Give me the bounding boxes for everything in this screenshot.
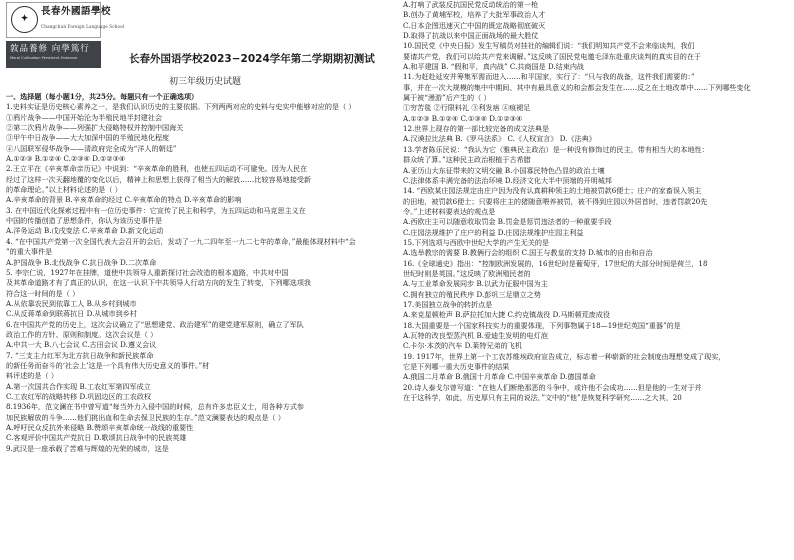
question-line: A.洋务运动 B.戊戌变法 C.辛亥革命 D.新文化运动 [6,226,164,236]
right-question-list [403,0,791,403]
question-line: 政治工作的方针、原则和制度。这次会议是（ ） [6,329,158,339]
question-line: B.创办了黄埔军校，培养了大批军事政治人才 [403,10,546,20]
exam-subtitle: 初三年级历史试题 [169,77,242,87]
section-heading: 一、选择题（每小题1分，共25分。每题只有一个正确选项） [6,92,199,101]
question-line: 的田地，被罚款6便士；只要将庄主的猪随意喂养被罚，被不得到庄园以外居首时，违者罚款20先 [403,196,708,206]
question-line: A.西欧庄主可以随意收取罚金 B.罚金是惩罚违法者的一种重要手段 [403,217,612,227]
question-line: 14. “西欧某庄园法规定由庄户因为没有认真耕种领主的土地被罚款6便士；庄户的家畜误入领主 [403,186,702,196]
question-line: 18.大国重要是一个国家科技实力的重要体现，下列事物属于18—19世纪英国“重器”的是 [403,320,681,330]
question-line: 8.1936年，范文澜在书中曾写道“每当外力入侵中国的时候，总有许多忠臣义士，用各种方式参 [6,402,305,412]
question-line: ③甲午中日战争——大大加深中国的半殖民地化程度 [6,133,170,143]
question-line: C.庄园法规维护了庄户的利益 D.庄园法规维护庄园主利益 [403,227,584,237]
question-line: C.卡尔·本茨的汽车 D.莱特兄弟的飞机 [403,341,522,351]
question-line: 经过了这样一次天翻地覆的变化以后，精神上和思想上获得了相当大的解放……比较容易地接受新 [6,174,312,184]
question-line: 在于这科学，如此，历史厚只有主同的说法，”文中的“他”是恢复科学研究……之大其，20 [403,393,682,403]
left-column [6,0,398,454]
question-line: 20.诗人泰戈尔曾写道：“在他人们断绝那恶的斗争中，或许他不会成功……但是他的一生对于并 [403,382,702,392]
question-line: A.与工业革命发展同步 B.以武力征服中国为主 [403,279,548,289]
question-line: A.选举教宗的需要 B.教俩行会的组织 C.国王与教皇的支持 D.城市的自由和自治 [403,248,653,258]
question-line: 及其革命道路才有了真正的认识，在这一认识下中共领导人行动方向的发生了转变，下列哪选项我 [6,278,312,288]
question-line: C.工农红军的战略转移 D.巩固边区的工农政权 [6,391,152,401]
question-line: 9.武汉是一座承载了苦难与辉煌的光荣的城市，这是 [6,443,169,453]
question-line: 13.学者陈乐民说：“我认为它（雅典民主政治）是一种没有修饰过的民主，带有相当大的本地性： [403,144,709,154]
question-line: A.打响了武装反抗国民党反动统治的第一枪 [403,0,539,9]
question-line: A.汉谟拉比法典 B.《罗马法系》 C.《人权宣言》 D.《法典》 [403,134,596,144]
question-line: 要请共产党，我们可以给共产党来调解。”这反映了国民党电邀毛泽东赴重庆谈判的真实目的在于 [403,51,702,61]
left-question-list [6,102,398,454]
question-line: 符合这一时间的是（ ） [6,288,80,298]
question-line: A.从依靠农民到依靠工人 B.从乡村到城市 [6,298,137,308]
question-line: ①穷苦毯 ②行限料礼 ③利发痦 ④痕褪足 [403,103,531,113]
question-line: 5. 李宗仁说，1927年在挂牌，道使中共领导人重新探讨社会改造的根本道路，中共对中国 [6,267,289,277]
question-line: C.拥有独立的殖民秩序 D.彭巩三足鼎立之势 [403,289,541,299]
school-motto [6,41,101,68]
question-line: 7. “三支主力红军为北方抗日战争和新民族革命 [6,350,154,360]
motto-en: Moral Cultivation Persistent Endeavor [10,56,78,60]
school-name-en: Changchun Foreign Language School [41,24,125,29]
question-line: A.①②③ B.①②④ C.②③④ D.①②③④ [6,154,126,164]
question-line: A.①②③ B.①②④ C.①③④ D.①②③④ [403,113,523,123]
question-line: C.法律体系丰满完备的法治环境 D.经济文化大半中顶端的开明城邦 [403,175,612,185]
question-line: A.来克星顿枪声 B.萨拉托加大捷 C.约克镇战役 D.马斯顿荒废成役 [403,310,610,320]
question-line: ”的重大事件是 [6,247,53,257]
question-line: A.辛亥革命的背景 B.辛亥革命的经过 C.辛亥革命的特点 D.辛亥革命的影响 [6,195,242,205]
school-name-cn: 長春外國語學校 [41,6,112,17]
motto-cn: 敦品養修 向學篤行 [10,44,90,54]
question-line: 3. 在中国近代化探索过程中有一位历史事件：它宣传了民主和科学，为五四运动和马克思主义在 [6,205,306,215]
right-column [403,0,791,403]
question-line: 中国的传播创造了思想条件，你认为该历史事件是 [6,216,163,226]
question-line: 的革命理论。”以上材料论述的是（ ） [6,185,122,195]
question-line: 世纪时则是英国。”这反映了欧洲殖民者的 [403,268,531,278]
question-line: C.客观评价中国共产党抗日 D.歌颂抗日战争中的民族英雄 [6,433,187,443]
question-line: 加民族解放的斗争……他们挑出血和生命去保卫民族的生存。”范文澜要表达的观点是（ ） [6,412,285,422]
question-line: 1.史料实证是历史核心素养之一，是我们认识历史的主要依据。下列两两对应的史料与史实中能够对应的是（ ） [6,102,356,112]
question-line: 12.世界上现存的第一部比较完备的成文法典是 [403,124,550,134]
question-line: 10.国民党《中央日报》发生写稿员对挂社的编辑们说：“我们明知共产党不会来临谈判，我们 [403,41,695,51]
question-line: 2.王立平在《辛亥革命亲历记》中说到：“辛亥革命的胜利，也使五四运动不可避免。因为人民在 [6,164,308,174]
question-line: 它是下列哪一重大历史事件的结果 [403,362,510,372]
question-line: 16.《全球通史》指出：“控制欧洲发展的，16世纪时是葡萄牙，17世纪的大部分时间是荷兰，18 [403,258,708,268]
school-emblem-icon: ✦ [11,6,38,33]
question-line: A.俄国二月革命 B.俄国十月革命 C.中国辛亥革命 D.德国革命 [403,372,596,382]
question-line: ①鸦片战争——中国开始沦为半殖民地半封建社会 [6,112,163,122]
question-line: A.第一次国共合作实现 B.工农红军第四军成立 [6,381,151,391]
question-line: 属于被“漫游”后产生的（ ） [403,93,491,103]
exam-header [6,0,398,86]
question-line: 6.在中国共产党的历史上，这次会议确立了“思想建党、政治建军”的建党建军原则，确立了军队 [6,319,304,329]
question-line: 的新任务而奋斗的‘社会上’这是一个具有伟大历史意义的事件。”材 [6,360,210,370]
question-line: 15.下列选项与西欧中世纪大学的产生无关的是 [403,237,550,247]
question-line: A.中共一大 B.八七会议 C.古田会议 D.遵义会议 [6,340,157,350]
question-line: 4. “在中国共产党第一次全国代表大会召开的会后，发动了一九二四年至一九二七年的革命，”最能体现材料中“会 [6,236,356,246]
question-line: ②第二次鸦片战争——列强扩大侵略特权并控制中国海关 [6,123,184,133]
question-line: A.护国战争 B.北伐战争 C.抗日战争 D.二次革命 [6,257,157,267]
exam-title: 长春外国语学校2023−2024学年第二学期期初测试 [129,53,375,65]
school-logo [6,2,125,38]
question-line: 19. 1917年，世界上第一个工农苏维埃政府宣告成立，标志着一种崭新的社会制度由理想变成了现实， [403,351,726,361]
question-line: 11.为赶赴延安并筹集军需而进入……和平国家，实行了：“只与我的战备，这件我们需要的：” [403,72,695,82]
question-line: 令。”上述材料要表达的观点是 [403,206,496,216]
question-line: A.和平建国 B. “假和平，真内战” C.共商国是 D.结束内战 [403,62,585,72]
question-line: A.瓦特的改良型蒸汽机 B.爱迪生发明的电灯泡 [403,331,548,340]
question-line: A.呼吁民众反抗外来侵略 B.赞颂辛亥革命统一战线的重要性 [6,423,194,432]
question-line: 料评述的是（ ） [6,371,58,381]
question-line: D.取得了抗战以来中国正面战场的最大胜仗 [403,31,539,41]
question-line: A.亚历山大东征带来的文明交融 B.小国寡民特色凸显的政治土壤 [403,165,605,175]
question-line: 群众统了算。”这种民主政治根植于古希腊 [403,155,531,165]
question-line: C.从反蒋革命到联蒋抗日 D.从城市到乡村 [6,309,137,319]
question-line: ④八国联军侵华战争——清政府完全成为“洋人的朝廷” [6,143,177,153]
question-line: 17.美国独立战争的转折点是 [403,299,493,309]
question-line: C.日本企图迅速灭亡中国的既定战略彻底破灭 [403,20,546,30]
question-line: 事，并在一次大规模的集中中期间、其中有最具意义的和会都会发生在……反之在土地改革中……下列哪些变化 [403,82,751,92]
